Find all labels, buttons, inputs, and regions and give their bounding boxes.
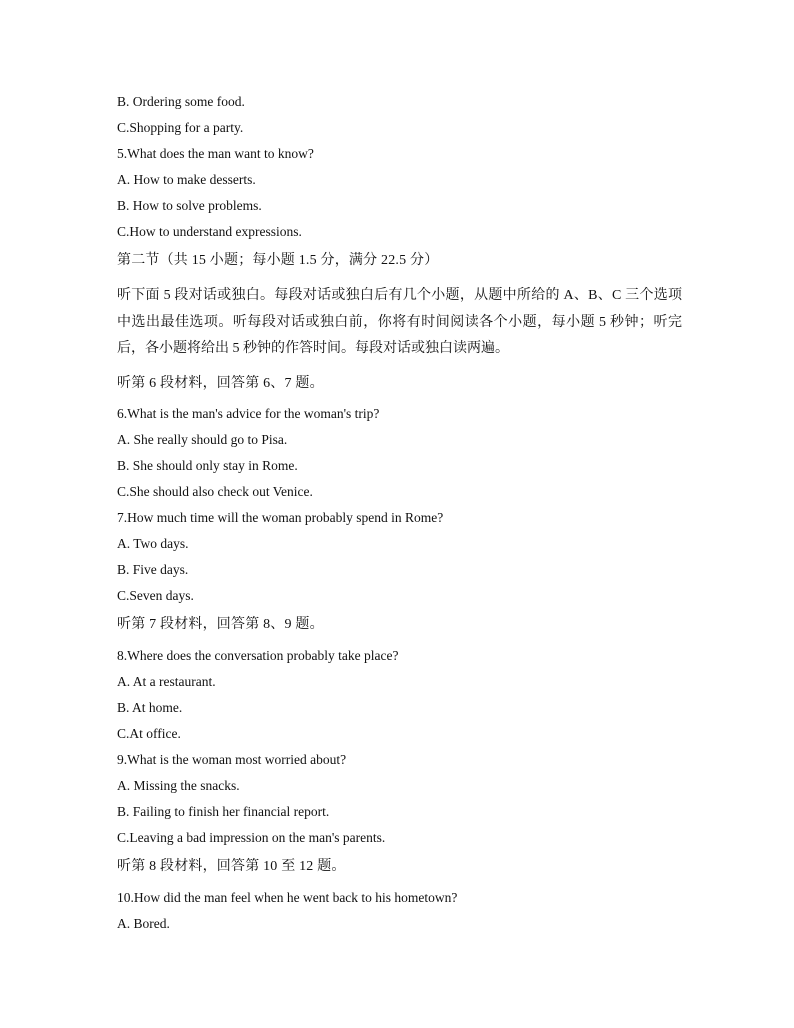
q6-option-a: A. She really should go to Pisa. <box>117 432 288 447</box>
q4-option-b: B. Ordering some food. <box>117 94 245 109</box>
q8-option-c: C.At office. <box>117 726 181 741</box>
q6-option-b: B. She should only stay in Rome. <box>117 458 298 473</box>
q7-option-a: A. Two days. <box>117 536 189 551</box>
q9-option-b: B. Failing to finish her financial report. <box>117 804 330 819</box>
q10-option-a: A. Bored. <box>117 916 170 931</box>
question-7: 7.How much time will the woman probably spend in Rome? <box>117 510 444 525</box>
q5-option-b: B. How to solve problems. <box>117 198 262 213</box>
section-2-heading: 第二节（共 15 小题；每小题 1.5 分，满分 22.5 分） <box>117 253 439 268</box>
question-8: 8.Where does the conversation probably take place? <box>117 648 399 663</box>
material-6-heading: 听第 6 段材料，回答第 6、7 题。 <box>117 376 324 391</box>
q9-option-c: C.Leaving a bad impression on the man's parents. <box>117 830 386 845</box>
question-9: 9.What is the woman most worried about? <box>117 752 347 767</box>
q7-option-c: C.Seven days. <box>117 588 194 603</box>
q7-option-b: B. Five days. <box>117 562 189 577</box>
q6-option-c: C.She should also check out Venice. <box>117 484 313 499</box>
q8-option-b: B. At home. <box>117 700 183 715</box>
q9-option-a: A. Missing the snacks. <box>117 778 240 793</box>
question-10: 10.How did the man feel when he went back to his hometown? <box>117 890 458 905</box>
material-8-heading: 听第 8 段材料，回答第 10 至 12 题。 <box>117 859 346 874</box>
material-7-heading: 听第 7 段材料，回答第 8、9 题。 <box>117 617 324 632</box>
q8-option-a: A. At a restaurant. <box>117 674 216 689</box>
section-2-instructions: 听下面 5 段对话或独白。每段对话或独白后有几个小题，从题中所给的 A、B、C 三个选项中选出最佳选项。听每段对话或独白前，你将有时间阅读各个小题，每小题 5 秒钟；听完后，各小题将给出 5 秒钟的作答时间。每段对话或独白读两遍。 <box>117 288 682 356</box>
q4-option-c: C.Shopping for a party. <box>117 120 244 135</box>
q5-option-c: C.How to understand expressions. <box>117 224 302 239</box>
question-5: 5.What does the man want to know? <box>117 146 314 161</box>
question-6: 6.What is the man's advice for the woman's trip? <box>117 406 380 421</box>
q5-option-a: A. How to make desserts. <box>117 172 256 187</box>
